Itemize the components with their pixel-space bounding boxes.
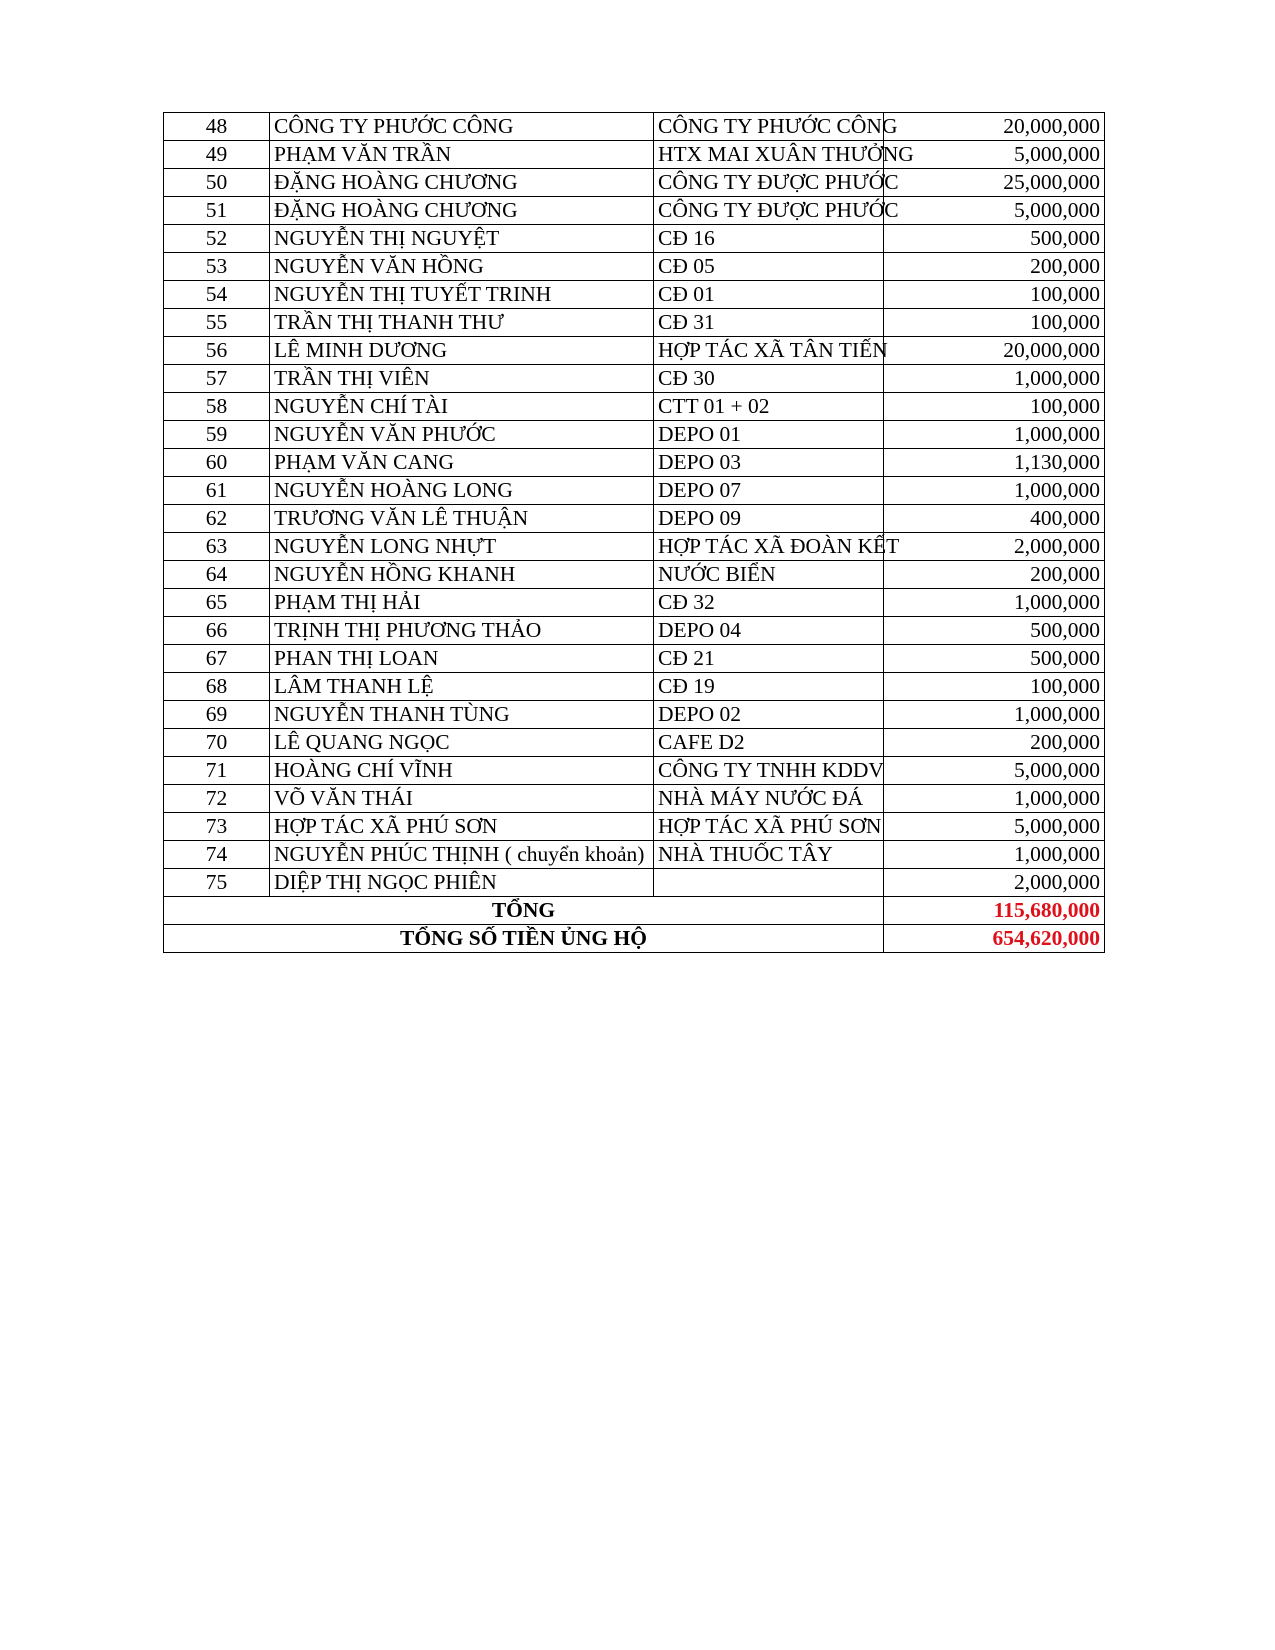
donor-unit: DEPO 01 xyxy=(654,421,884,449)
donation-amount: 2,000,000 xyxy=(884,869,1105,897)
row-number: 58 xyxy=(164,393,270,421)
table-row xyxy=(164,309,1105,337)
row-number: 62 xyxy=(164,505,270,533)
donation-amount: 1,000,000 xyxy=(884,589,1105,617)
donation-amount: 500,000 xyxy=(884,225,1105,253)
donation-amount: 1,000,000 xyxy=(884,477,1105,505)
donation-table xyxy=(163,112,1105,953)
table-row xyxy=(164,477,1105,505)
total-value: 115,680,000 xyxy=(884,897,1105,925)
donor-name: CÔNG TY PHƯỚC CÔNG xyxy=(270,113,654,141)
donor-name: PHẠM THỊ HẢI xyxy=(270,589,654,617)
donation-amount: 2,000,000 xyxy=(884,533,1105,561)
donation-amount: 5,000,000 xyxy=(884,197,1105,225)
row-number: 72 xyxy=(164,785,270,813)
donation-amount: 1,000,000 xyxy=(884,841,1105,869)
donation-amount: 20,000,000 xyxy=(884,113,1105,141)
table-row xyxy=(164,337,1105,365)
table-row xyxy=(164,757,1105,785)
donor-name: NGUYỄN HỒNG KHANH xyxy=(270,561,654,589)
donor-name: NGUYỄN LONG NHỰT xyxy=(270,533,654,561)
donor-name: HỢP TÁC XÃ PHÚ SƠN xyxy=(270,813,654,841)
table-row xyxy=(164,365,1105,393)
total-row xyxy=(164,897,1105,925)
row-number: 74 xyxy=(164,841,270,869)
row-number: 71 xyxy=(164,757,270,785)
donor-unit: CĐ 31 xyxy=(654,309,884,337)
table-row xyxy=(164,113,1105,141)
donor-unit: DEPO 03 xyxy=(654,449,884,477)
donation-amount: 1,000,000 xyxy=(884,701,1105,729)
table-row xyxy=(164,197,1105,225)
donor-name: ĐẶNG HOÀNG CHƯƠNG xyxy=(270,169,654,197)
table-row xyxy=(164,421,1105,449)
donor-unit: CĐ 05 xyxy=(654,253,884,281)
donor-name: LÊ MINH DƯƠNG xyxy=(270,337,654,365)
row-number: 73 xyxy=(164,813,270,841)
table-row xyxy=(164,253,1105,281)
donation-amount: 100,000 xyxy=(884,309,1105,337)
donor-unit: DEPO 07 xyxy=(654,477,884,505)
row-number: 52 xyxy=(164,225,270,253)
table-row xyxy=(164,393,1105,421)
donor-name: LÂM THANH LỆ xyxy=(270,673,654,701)
donor-name: TRỊNH THỊ PHƯƠNG THẢO xyxy=(270,617,654,645)
donor-name: HOÀNG CHÍ VĨNH xyxy=(270,757,654,785)
donor-name: NGUYỄN HOÀNG LONG xyxy=(270,477,654,505)
table-row xyxy=(164,701,1105,729)
donor-name: NGUYỄN THANH TÙNG xyxy=(270,701,654,729)
donation-amount: 400,000 xyxy=(884,505,1105,533)
donation-amount: 200,000 xyxy=(884,729,1105,757)
donor-unit: CÔNG TY PHƯỚC CÔNG xyxy=(654,113,884,141)
donation-amount: 20,000,000 xyxy=(884,337,1105,365)
donation-amount: 1,130,000 xyxy=(884,449,1105,477)
donation-amount: 100,000 xyxy=(884,393,1105,421)
row-number: 64 xyxy=(164,561,270,589)
donation-amount: 100,000 xyxy=(884,281,1105,309)
donation-amount: 5,000,000 xyxy=(884,813,1105,841)
row-number: 48 xyxy=(164,113,270,141)
donor-unit: CÔNG TY ĐƯỢC PHƯỚC xyxy=(654,197,884,225)
donation-amount: 25,000,000 xyxy=(884,169,1105,197)
row-number: 56 xyxy=(164,337,270,365)
row-number: 50 xyxy=(164,169,270,197)
row-number: 69 xyxy=(164,701,270,729)
table-row xyxy=(164,225,1105,253)
table-row xyxy=(164,169,1105,197)
row-number: 49 xyxy=(164,141,270,169)
donor-name: TRẦN THỊ THANH THƯ xyxy=(270,309,654,337)
donor-name: DIỆP THỊ NGỌC PHIÊN xyxy=(270,869,654,897)
donation-amount: 200,000 xyxy=(884,253,1105,281)
donor-name: NGUYỄN VĂN PHƯỚC xyxy=(270,421,654,449)
donor-name: PHAN THỊ LOAN xyxy=(270,645,654,673)
donor-unit: CĐ 16 xyxy=(654,225,884,253)
grand-total-row xyxy=(164,925,1105,953)
table-row xyxy=(164,141,1105,169)
donor-unit: CĐ 32 xyxy=(654,589,884,617)
donor-unit: HỢP TÁC XÃ TÂN TIẾN xyxy=(654,337,884,365)
table-row xyxy=(164,505,1105,533)
donor-unit: CAFE D2 xyxy=(654,729,884,757)
donor-name: TRẦN THỊ VIÊN xyxy=(270,365,654,393)
donor-unit: CĐ 19 xyxy=(654,673,884,701)
donor-name: NGUYỄN THỊ NGUYỆT xyxy=(270,225,654,253)
donor-unit: CĐ 21 xyxy=(654,645,884,673)
row-number: 68 xyxy=(164,673,270,701)
donation-amount: 1,000,000 xyxy=(884,365,1105,393)
donation-amount: 500,000 xyxy=(884,617,1105,645)
donor-name: ĐẶNG HOÀNG CHƯƠNG xyxy=(270,197,654,225)
donor-unit: HTX MAI XUÂN THƯỞNG xyxy=(654,141,884,169)
row-number: 65 xyxy=(164,589,270,617)
donor-name: NGUYỄN PHÚC THỊNH ( chuyển khoản) xyxy=(270,841,654,869)
table-row xyxy=(164,645,1105,673)
donation-amount: 1,000,000 xyxy=(884,421,1105,449)
donor-unit: CÔNG TY TNHH KDDV xyxy=(654,757,884,785)
row-number: 53 xyxy=(164,253,270,281)
row-number: 67 xyxy=(164,645,270,673)
table-row xyxy=(164,449,1105,477)
grand-total-label: TỔNG SỐ TIỀN ỦNG HỘ xyxy=(164,925,884,953)
donor-unit: NHÀ THUỐC TÂY xyxy=(654,841,884,869)
row-number: 57 xyxy=(164,365,270,393)
row-number: 54 xyxy=(164,281,270,309)
table-row xyxy=(164,869,1105,897)
grand-total-value: 654,620,000 xyxy=(884,925,1105,953)
donation-amount: 100,000 xyxy=(884,673,1105,701)
total-label: TỔNG xyxy=(164,897,884,925)
donor-name: LÊ QUANG NGỌC xyxy=(270,729,654,757)
donor-unit: CTT 01 + 02 xyxy=(654,393,884,421)
table-row xyxy=(164,813,1105,841)
donor-name: VÕ VĂN THÁI xyxy=(270,785,654,813)
table-row xyxy=(164,561,1105,589)
row-number: 61 xyxy=(164,477,270,505)
donor-unit: HỢP TÁC XÃ ĐOÀN KẾT xyxy=(654,533,884,561)
donor-unit: DEPO 02 xyxy=(654,701,884,729)
donor-unit: HỢP TÁC XÃ PHÚ SƠN xyxy=(654,813,884,841)
row-number: 59 xyxy=(164,421,270,449)
row-number: 51 xyxy=(164,197,270,225)
donor-unit: CĐ 01 xyxy=(654,281,884,309)
donor-unit xyxy=(654,869,884,897)
donor-unit: CĐ 30 xyxy=(654,365,884,393)
donor-name: PHẠM VĂN TRẦN xyxy=(270,141,654,169)
donor-unit: DEPO 09 xyxy=(654,505,884,533)
donation-amount: 5,000,000 xyxy=(884,141,1105,169)
row-number: 70 xyxy=(164,729,270,757)
donor-name: NGUYỄN THỊ TUYẾT TRINH xyxy=(270,281,654,309)
table-row xyxy=(164,841,1105,869)
donation-amount: 1,000,000 xyxy=(884,785,1105,813)
row-number: 66 xyxy=(164,617,270,645)
donation-table-body xyxy=(164,113,1105,897)
table-row xyxy=(164,673,1105,701)
row-number: 60 xyxy=(164,449,270,477)
row-number: 63 xyxy=(164,533,270,561)
donation-amount: 500,000 xyxy=(884,645,1105,673)
donor-name: PHẠM VĂN CANG xyxy=(270,449,654,477)
donor-unit: NƯỚC BIỂN xyxy=(654,561,884,589)
table-row xyxy=(164,281,1105,309)
row-number: 75 xyxy=(164,869,270,897)
donor-name: NGUYỄN VĂN HỒNG xyxy=(270,253,654,281)
table-row xyxy=(164,617,1105,645)
donation-amount: 200,000 xyxy=(884,561,1105,589)
donor-name: TRƯƠNG VĂN LÊ THUẬN xyxy=(270,505,654,533)
donation-amount: 5,000,000 xyxy=(884,757,1105,785)
table-row xyxy=(164,785,1105,813)
donor-name: NGUYỄN CHÍ TÀI xyxy=(270,393,654,421)
donor-unit: DEPO 04 xyxy=(654,617,884,645)
donor-unit: NHÀ MÁY NƯỚC ĐÁ xyxy=(654,785,884,813)
row-number: 55 xyxy=(164,309,270,337)
table-row xyxy=(164,729,1105,757)
table-row xyxy=(164,533,1105,561)
donor-unit: CÔNG TY ĐƯỢC PHƯỚC xyxy=(654,169,884,197)
table-row xyxy=(164,589,1105,617)
